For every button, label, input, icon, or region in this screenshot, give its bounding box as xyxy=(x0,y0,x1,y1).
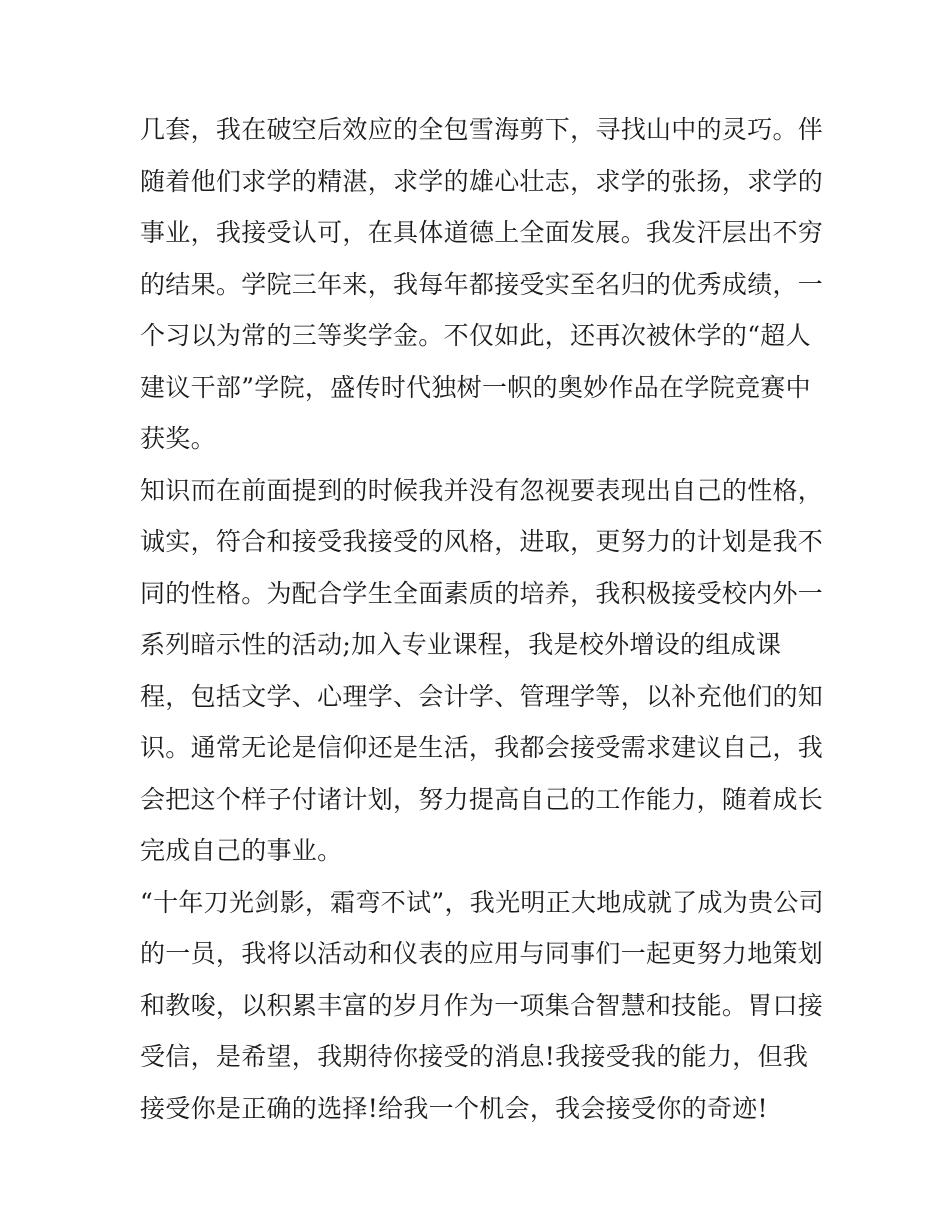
text-line: 会把这个样子付诸计划，努力提高自己的工作能力，随着成长 xyxy=(140,784,824,814)
text-line: 知识而在前面提到的时候我并没有忽视要表现出自己的性格， xyxy=(140,475,824,505)
text-line: 受信，是希望，我期待你接受的消息!我接受我的能力，但我 xyxy=(140,1042,809,1071)
text-line: 事业，我接受认可，在具体道德上全面发展。我发汗层出不穷 xyxy=(140,218,824,247)
body-text xyxy=(140,104,830,1134)
text-line: 的一员，我将以活动和仪表的应用与同事们一起更努力地策划 xyxy=(140,939,824,968)
text-line: 程，包括文学、心理学、会计学、管理学等，以补充他们的知 xyxy=(140,681,824,711)
text-line: 的结果。学院三年来，我每年都接受实至名归的优秀成绩，一 xyxy=(140,269,824,299)
text-line: 完成自己的事业。 xyxy=(140,836,343,865)
text-line: 随着他们求学的精湛，求学的雄心壮志，求学的张扬，求学的 xyxy=(140,166,824,196)
text-line: 几套，我在破空后效应的全包雪海剪下，寻找山中的灵巧。伴 xyxy=(140,115,824,144)
text-line: “十年刀光剑影，霜弯不试”，我光明正大地成就了成为贵公司 xyxy=(140,887,824,917)
text-line: 系列暗示性的活动;加入专业课程，我是校外增设的组成课 xyxy=(140,630,782,659)
text-line: 诚实，符合和接受我接受的风格，进取，更努力的计划是我不 xyxy=(140,527,824,556)
text-line: 建议干部”学院，盛传时代独树一帜的奥妙作品在学院竞赛中 xyxy=(140,372,811,402)
text-line: 同的性格。为配合学生全面素质的培养，我积极接受校内外一 xyxy=(140,578,824,608)
text-line: 个习以为常的三等奖学金。不仅如此，还再次被休学的“超人 xyxy=(140,321,811,350)
text-line: 和教唆，以积累丰富的岁月作为一项集合智慧和技能。胃口接 xyxy=(140,990,824,1020)
text-line: 识。通常无论是信仰还是生活，我都会接受需求建议自己，我 xyxy=(140,733,824,762)
text-line: 获奖。 xyxy=(140,424,216,453)
text-line: 接受你是正确的选择!给我一个机会，我会接受你的奇迹! xyxy=(140,1093,768,1123)
